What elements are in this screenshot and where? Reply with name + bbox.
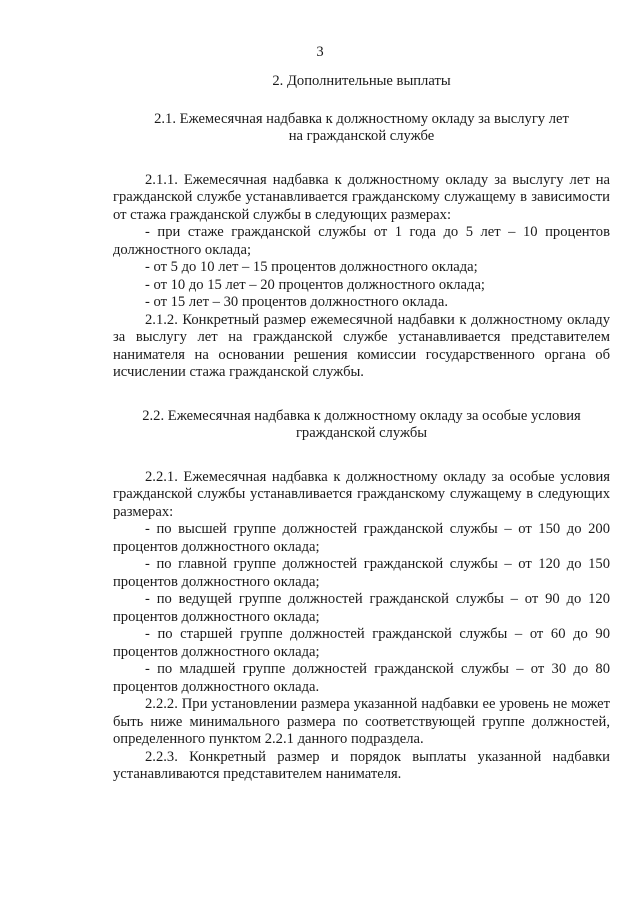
list-item: - по высшей группе должностей гражданской службы – от 150 до 200 процентов должностного оклада;: [113, 521, 610, 555]
paragraph-2-2-3: 2.2.3. Конкретный размер и порядок выплаты указанной надбавки устанавливаются представителем нанимателя.: [113, 748, 610, 782]
section-2-1: [113, 111, 610, 382]
document-body: [113, 73, 610, 784]
paragraph-2-2-1: 2.2.1. Ежемесячная надбавка к должностному окладу за особые условия гражданской службы устанавливается гражданскому служащему в следующих размерах:: [113, 468, 610, 520]
section-heading-line: 2.1. Ежемесячная надбавка к должностному окладу за выслугу лет: [154, 110, 569, 127]
list-item: - по главной группе должностей гражданской службы – от 120 до 150 процентов должностного оклада;: [113, 556, 610, 590]
list-item: - от 15 лет – 30 процентов должностного оклада.: [145, 294, 448, 310]
list-item: - по ведущей группе должностей гражданской службы – от 90 до 120 процентов должностного оклада;: [113, 591, 610, 625]
paragraph-2-1-1: 2.1.1. Ежемесячная надбавка к должностному окладу за выслугу лет на гражданской службе устанавливается гражданскому служащему в зависимости от стажа гражданской службы в следующих размерах:: [113, 171, 610, 223]
section-heading-line: гражданской службы: [295, 425, 428, 441]
paragraph-2-2-2: 2.2.2. При установлении размера указанной надбавки ее уровень не может быть ниже минимального размера по соответствующей группе должностей, определенного пунктом 2.2.1 данного подраздела.: [113, 696, 610, 747]
page-number: 3: [316, 44, 324, 60]
section-heading-line: на гражданской службе: [288, 128, 435, 144]
list-item: - от 10 до 15 лет – 20 процентов должностного оклада;: [145, 276, 485, 293]
section-heading-line: 2.2. Ежемесячная надбавка к должностному окладу за особые условия: [142, 407, 581, 424]
list-item: - по младшей группе должностей гражданской службы – от 30 до 80 процентов должностного оклада.: [113, 661, 610, 695]
list-item: - при стаже гражданской службы от 1 года до 5 лет – 10 процентов должностного оклада;: [113, 224, 610, 258]
section-2-2: [113, 408, 610, 784]
chapter-title: 2. Дополнительные выплаты: [272, 73, 451, 89]
list-item: - по старшей группе должностей гражданской службы – от 60 до 90 процентов должностного оклада;: [113, 626, 610, 660]
paragraph-2-1-2: 2.1.2. Конкретный размер ежемесячной надбавки к должностному окладу за выслугу лет на гражданской службе устанавливается представителем нанимателя на основании решения комиссии государственного органа об исчислении стажа гражданской службы.: [113, 311, 610, 380]
list-item: - от 5 до 10 лет – 15 процентов должностного оклада;: [145, 259, 478, 275]
